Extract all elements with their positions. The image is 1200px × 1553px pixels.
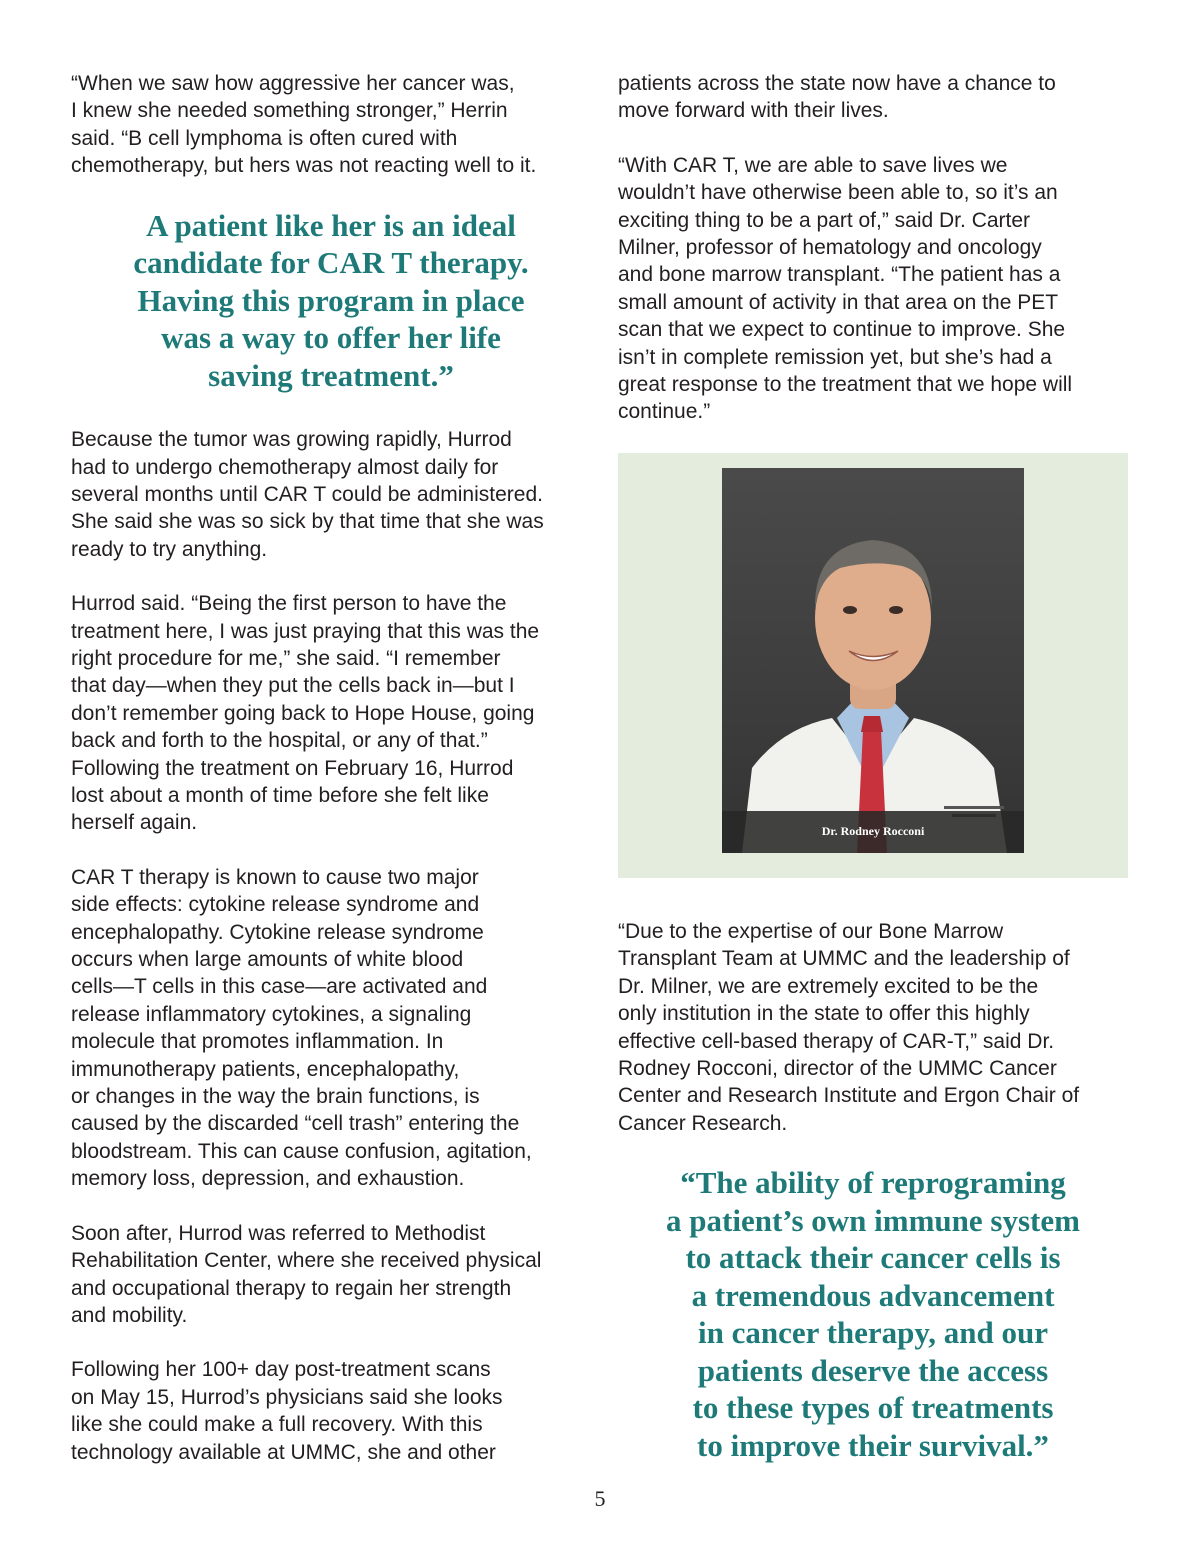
right-column <box>618 70 1128 1464</box>
left-column <box>71 70 591 1493</box>
photo-frame <box>618 453 1128 878</box>
article-paragraph: Because the tumor was growing rapidly, Hurrod had to undergo chemotherapy almost daily for several months until CAR T could be administered. She said she was so sick by that time that she was ready to try anything. <box>71 428 544 561</box>
portrait-photo <box>722 468 1024 853</box>
article-paragraph: Following her 100+ day post-treatment scans on May 15, Hurrod’s physicians said she looks like she could make a full recovery. With this technology available at UMMC, she and other <box>71 1358 503 1464</box>
caption-bar <box>722 811 1024 853</box>
article-paragraph: “With CAR T, we are able to save lives we wouldn’t have otherwise been able to, so it’s an exciting thing to be a part of,” said Dr. Carter Milner, professor of hematology and oncology and bone marrow transplant. “The patient has a small amount of activity in that area on the PET scan that we expect to continue to improve. She isn’t in complete remission yet, but she’s had a great response to the treatment that we hope will continue.” <box>618 153 1073 424</box>
page-number: 5 <box>594 1486 606 1511</box>
article-paragraph: “Due to the expertise of our Bone Marrow Transplant Team at UMMC and the leadership of Dr. Milner, we are extremely excited to be the only institution in the state to offer this highly effective cell-based therapy of CAR-T,” said Dr. Rodney Rocconi, director of the UMMC Cancer Center and Research Institute and Ergon Chair of Cancer Research. <box>618 919 1080 1135</box>
article-paragraph: CAR T therapy is known to cause two major side effects: cytokine release syndrome and encephalopathy. Cytokine release syndrome occurs when large amounts of white blood cells—T cells in this case—are activated and release inflammatory cytokines, a signaling molecule that promotes inflammation. In immunotherapy patients, encephalopathy, or changes in the way the brain functions, is caused by the discarded “cell trash” entering the bloodstream. This can cause confusion, agitation, memory loss, depression, and exhaustion. <box>71 865 532 1191</box>
article-paragraph: Hurrod said. “Being the first person to have the treatment here, I was just praying that this was the right procedure for me,” she said. “I remember that day—when they put the cells back in—but I don’t remember going back to Hope House, going back and forth to the hospital, or any of that.” Following the treatment on February 16, Hurrod lost about a month of time before she felt like herself again. <box>71 592 540 835</box>
article-paragraph: “When we saw how aggressive her cancer was, I knew she needed something stronger,” Herrin said. “B cell lymphoma is often cured with chemotherapy, but hers was not reacting well to it. <box>71 72 537 178</box>
pull-quote: “The ability of reprograming a patient’s own immune system to attack their cancer cells is a tremendous advancement in cancer therapy, and our patients deserve the access to these types of treatments to improve their survival.” <box>666 1165 1080 1463</box>
article-paragraph: Soon after, Hurrod was referred to Methodist Rehabilitation Center, where she received physical and occupational therapy to regain her strength and mobility. <box>71 1221 542 1327</box>
pull-quote: A patient like her is an ideal candidate for CAR T therapy. Having this program in place was a way to offer her life saving treatment.” <box>133 207 529 393</box>
photo-caption: Dr. Rodney Rocconi <box>821 823 925 838</box>
portrait-illustration <box>722 468 1024 853</box>
article-paragraph: patients across the state now have a chance to move forward with their lives. <box>618 72 1056 123</box>
